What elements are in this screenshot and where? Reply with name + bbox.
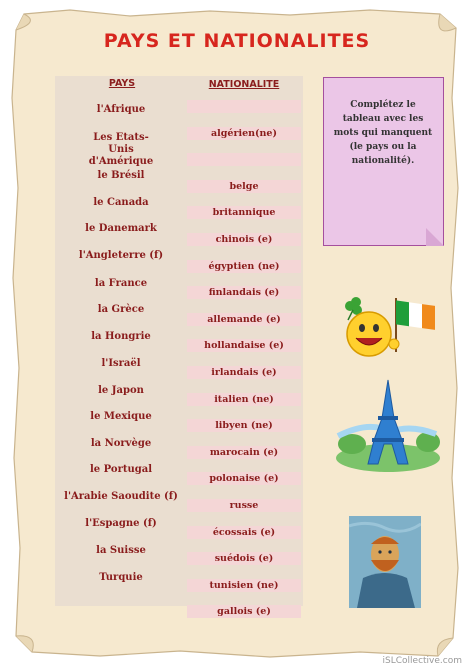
nationality-cell: finlandais (e) (208, 287, 280, 298)
instruction-text: Complétez le tableau avec les mots qui manquent (le pays ou la nationalité). (333, 100, 433, 166)
nationality-cell: britannique (212, 207, 276, 218)
country-cell: l'Espagne (f) (85, 518, 157, 529)
country-cell: le Danemark (85, 223, 157, 234)
country-cell: la Suisse (96, 545, 146, 556)
country-cell: la Norvège (90, 438, 152, 449)
country-cell: la Grèce (97, 304, 145, 315)
nationality-cell: irlandais (e) (211, 367, 277, 378)
nationality-cell: gallois (e) (217, 606, 271, 617)
country-cell: le Mexique (90, 411, 152, 422)
nationality-cell: belge (229, 181, 259, 192)
van-gogh-portrait-icon (349, 516, 421, 608)
nationality-cell: italien (ne) (214, 394, 274, 405)
irish-flag-smiley-icon (336, 290, 441, 370)
nationality-cell: égyptien (ne) (208, 261, 280, 272)
country-cell: l'Angleterre (f) (78, 250, 164, 261)
nationality-cell: polonaise (e) (209, 473, 279, 484)
country-cell: le Canada (93, 197, 149, 208)
watermark: iSLCollective.com (382, 656, 462, 666)
country-cell: la France (94, 278, 148, 289)
country-cell: le Portugal (90, 464, 152, 475)
answer-band (187, 100, 301, 113)
answer-band (187, 153, 301, 166)
note-fold (426, 228, 444, 246)
country-cell: l'Israël (101, 358, 141, 369)
country-cell: Les Etats-Unis d'Amérique (88, 132, 154, 167)
page-title: PAYS ET NATIONALITES (103, 30, 371, 52)
country-cell: Turquie (99, 572, 143, 583)
country-cell: l'Arabie Saoudite (f) (64, 491, 178, 502)
nationality-cell: allemande (e) (207, 314, 281, 325)
nationality-cell: marocain (e) (209, 447, 279, 458)
nationality-cell: suédois (e) (214, 553, 274, 564)
header-pays: PAYS (108, 78, 136, 89)
nationality-cell: écossais (e) (212, 527, 276, 538)
header-nationalite: NATIONALITE (208, 79, 280, 90)
eiffel-tower-icon (330, 378, 442, 474)
country-cell: l'Afrique (96, 104, 146, 115)
nationality-cell: algérien(ne) (211, 128, 277, 139)
nationality-cell: libyen (ne) (215, 420, 273, 431)
country-cell: le Japon (98, 385, 144, 396)
nationality-cell: hollandaise (e) (204, 340, 284, 351)
nationality-cell: russe (229, 500, 259, 511)
country-cell: le Brésil (97, 170, 145, 181)
nationality-cell: tunisien (ne) (209, 580, 279, 591)
country-cell: la Hongrie (91, 331, 151, 342)
nationality-cell: chinois (e) (215, 234, 273, 245)
